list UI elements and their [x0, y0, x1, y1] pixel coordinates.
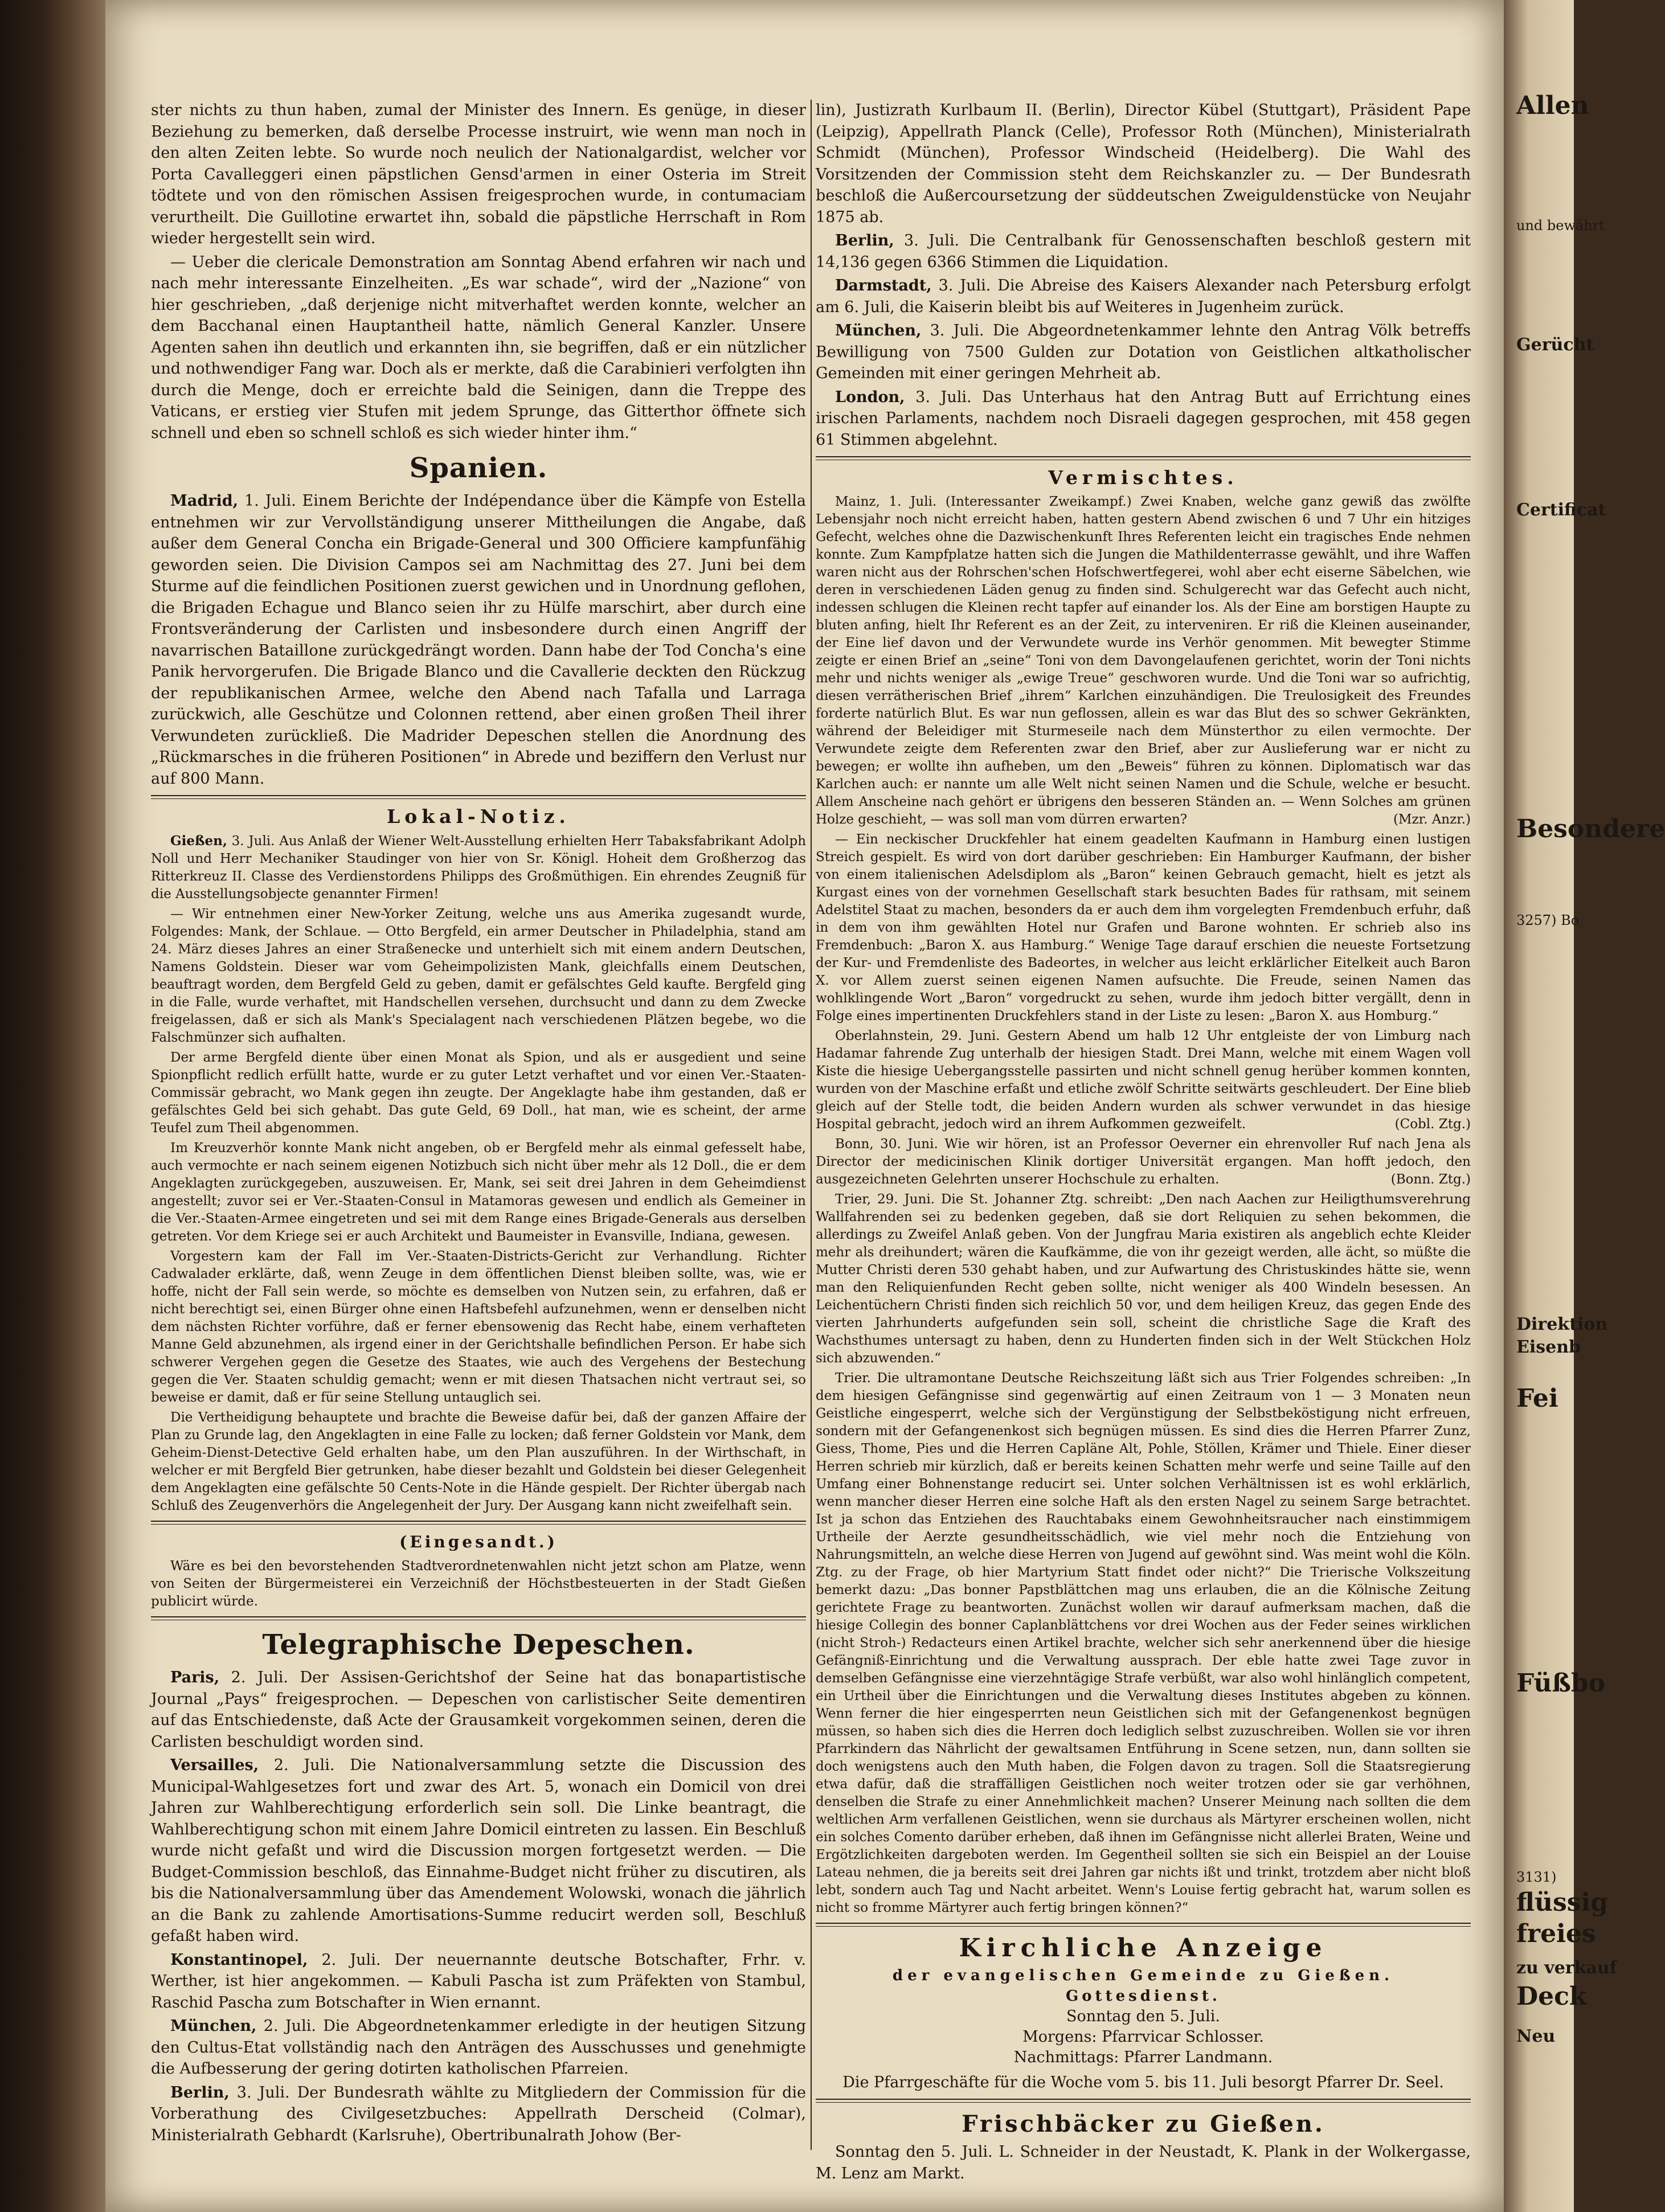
- article-text: 2. Juli. Die Nationalversammlung setzte die Discussion des Municipal-Wahlgesetzes fort und zwar des Art. 5, wonach ein Domicil von drei Jahren zur Wahlberechtigung erforderlich sein soll. Die Linke beantragt, die Wahlberechtigung schon mit einem Jahre Domicil eintreten zu lassen. Ein Beschluß wurde nicht gefaßt und wird die Discussion morgen fortgesetzt werden. — Die Budget-Commission beschloß, das Einnahme-Budget nicht früher zu discutiren, als bis die Nationalversammlung über das Amendement Wolowski, wonach die jährlich an die Bank zu zahlende Amortisations-Summe reducirt werden soll, Beschluß gefaßt haben wird.: [151, 1756, 806, 1945]
- dispatch: [816, 230, 1471, 273]
- source-citation: (Cobl. Ztg.): [1394, 1117, 1471, 1132]
- article-text: 3. Juli. Die Abgeordnetenkammer lehnte den Antrag Völk betreffs Bewilligung von 7500 Gulden zur Dotation von Geistlichen altkatholischer Gemeinden mit einer geringen Mehrheit ab.: [816, 322, 1471, 382]
- dateline: Paris,: [170, 1669, 220, 1686]
- dateline: München,: [835, 322, 922, 339]
- dateline: Madrid,: [170, 492, 239, 510]
- adjacent-page-edge: [1504, 0, 1665, 2212]
- article-text: Bonn, 30. Juni. Wie wir hören, ist an Professor Oeverner ein ehrenvoller Ruf nach Jena als Director der medicinischen Klinik dortiger Universität ergangen. Man hofft jedoch, den ausgezeichneten Gelehrten unserer Hochschule zu erhalten.: [816, 1137, 1471, 1187]
- article-paragraph: [151, 832, 806, 903]
- section-heading-local: Lokal-Notiz.: [387, 805, 570, 828]
- fragment: 3131): [1516, 1869, 1557, 1885]
- section-rule: [816, 1923, 1471, 1927]
- article-text: 2. Juli. Der Assisen-Gerichtshof der Seine hat das bonapartistische Journal „Pays“ freigesprochen. — Depeschen von carlistischer Seite dementiren auf das Entschiedenste, daß Acte der Grausamkeit vorgekommen seinen, deren die Carlisten beschuldigt worden sind.: [151, 1669, 806, 1751]
- section-heading-telegraph: Telegraphische Depeschen.: [262, 1629, 695, 1661]
- article-paragraph: Im Kreuzverhör konnte Mank nicht angeben, ob er Bergfeld mehr als einmal gefesselt habe, auch vermochte er nach seinem eigenen Notizbuch sich nicht über mehr als 12 Doll., die er dem Angeklagten zurückgegeben, auszuweisen. Er, Mank, sei seit drei Jahren in dem Geheimdienst angestellt; zuvor sei er Ver.-Staaten-Consul in Matamoras gewesen und endlich als Gemeiner in die Ver.-Staaten-Armee eingetreten und sei mit dem Range eines Brigade-Generals aus derselben getreten. Vor dem Kriege sei er auch Architekt und Baumeister in Evansville, Indiana, gewesen.: [151, 1141, 806, 1244]
- fragment: Gerücht: [1516, 335, 1594, 355]
- fragment: flüssig: [1516, 1888, 1609, 1917]
- section-rule: [151, 795, 806, 799]
- section-rule: [816, 456, 1471, 460]
- source-citation: (Mzr. Anzr.): [1393, 812, 1471, 827]
- fragment: Fei: [1516, 1384, 1558, 1413]
- dateline: London,: [835, 388, 905, 406]
- fragment: Direktion: [1516, 1314, 1608, 1334]
- article-text: 2. Juli. Der neuernannte deutsche Botschafter, Frhr. v. Werther, ist hier angekommen. — Kabuli Pascha ist zum Präfekten von Stambul, Raschid Pascha zum Botschafter in Wien ernannt.: [151, 1951, 806, 2012]
- dateline: München,: [170, 2017, 257, 2035]
- dateline: Berlin,: [170, 2083, 230, 2102]
- church-service-heading: Gottesdienst.: [1066, 1988, 1221, 2005]
- church-week: Die Pfarrgeschäfte für die Woche vom 5. bis 11. Juli besorgt Pfarrer Dr. Seel.: [842, 2074, 1444, 2091]
- article-text: Oberlahnstein, 29. Juni. Gestern Abend um halb 12 Uhr entgleiste der von Limburg nach Hadamar fahrende Zug unterhalb der hiesigen Stadt. Drei Mann, welche mit einem Wagen voll Kiste die hiesige Uebergangsstelle passirten und nicht schnell genug herüber kommen konnten, wurden von der Maschine erfaßt und etliche zwölf Schritte seitwärts geschleudert. Der Eine blieb gleich auf der Stelle todt, die beiden Andern wurden als schwer verwundet in das hiesige Hospital gebracht, jedoch wird an ihrem Aufkommen gezweifelt.: [816, 1029, 1471, 1132]
- fragment: Füßbo: [1516, 1669, 1605, 1698]
- dispatch: [151, 2082, 806, 2147]
- section-heading-vermischtes: Vermischtes.: [1048, 466, 1238, 489]
- section-rule: [816, 2099, 1471, 2103]
- article-paragraph: — Ein neckischer Druckfehler hat einem geadelten Kaufmann in Hamburg einen lustigen Streich gespielt. Es wird von dort darüber geschrieben: Ein Hamburger Kaufmann, der bisher von einem italienischen Adelsdiplom als „Baron“ keinen Gebrauch gemacht, hielt es jetzt als Kurgast eines von der vornehmen Gesellschaft stark besuchten Bades für rathsam, mit seinem Adelstitel Staat zu machen, besonders da er auch dem ihm vorgelegten Fremdenbuch erfuhr, daß in dem von ihm gewählten Hotel nur Grafen und Barone wohnten. Er schrieb also ins Fremdenbuch: „Baron X. aus Hamburg.“ Wenige Tage darauf erschien die neueste Fortsetzung der Kur- und Fremdenliste des Badeortes, in welcher aus leicht erklärlicher Eitelkeit auch Baron X. vor Allem zuerst seinen eigenen Namen aufsuchte. Die Freude, seinen Namen das wohlklingende Wort „Baron“ vorgedruckt zu sehen, wurde ihm jedoch bitter vergällt, denn in Folge eines impertinenten Druckfehlers stand in der Liste zu lesen: „Baron X. aus Homburg.“: [816, 832, 1471, 1023]
- article-paragraph: Der arme Bergfeld diente über einen Monat als Spion, und als er ausgedient und seine Spionpflicht redlich erfüllt hatte, wurde er zu guter Letzt verhaftet und vor einen Ver.-Staaten-Commissär gebracht, wo Mank gegen ihn zeugte. Der Angeklagte habe ihm gestanden, daß er gefälschtes Geld bei sich gehabt. Das gute Geld, 69 Doll., hat man, wie es scheint, der arme Teufel zum Theil abgenommen.: [151, 1050, 806, 1136]
- article-text: 2. Juli. Die Abgeordnetenkammer erledigte in der heutigen Sitzung den Cultus-Etat vollständig nach den Anträgen des Ausschusses und genehmigte die Aufbesserung der gering dotirten katholischen Pfarreien.: [151, 2017, 806, 2078]
- church-notice-title: Kirchliche Anzeige: [959, 1934, 1328, 1963]
- dateline: Gießen,: [170, 833, 227, 849]
- article-text: Mainz, 1. Juli. (Interessanter Zweikampf.) Zwei Knaben, welche ganz gewiß das zwölfte Lebensjahr noch nicht erreicht haben, hatten gestern Abend zwischen 6 und 7 Uhr ein hitziges Gefecht, welches ohne die Dazwischenkunft Ihres Referenten leicht ein tragisches Ende nehmen konnte. Zum Kampfplatze hatten sich die Jungen die Mathildenterrasse gewählt, und ihre Waffen waren nicht aus der Rohrschen'schen Hofschwertfegerei, wohl aber echt eiserne Säbelchen, wie deren in verschiedenen Läden genug zu finden sind. Schulgerecht war das Gefecht auch nicht, indessen schlugen die Kleinen recht tapfer auf einander los. Als der Eine am borstigen Haupte zu bluten anfing, hielt Ihr Referent es an der Zeit, zu interveniren. Er riß die Kleinen auseinander, der Eine lief davon und der Verwundete wurde ins Verhör genommen. Mit bewegter Stimme zeigte er einen Brief an „seine“ Toni von dem Davongelaufenen gerichtet, worin der Toni nichts mehr und nichts weniger als „ewige Treue“ geschworen wurde. Und die Toni war so aufrichtig, diesen verrätherischen Brief „ihrem“ Karlchen einzuhändigen. Die Treulosigkeit des Freundes forderte natürlich Blut. Es war nun geflossen, allein es war das Blut des so schwer Gekränkten, während der Beleidiger mit Sturmeseile nach dem Münsterthor zu eilen vermochte. Der Verwundete zeigte dem Referenten zwar den Brief, aber zur Auslieferung war er nicht zu bewegen; er wollte ihn aufheben, um den „Beweis“ führen zu können. Diplomatisch war das Karlchen auch: er nannte um alle Welt nicht seinen Namen und die Schule, welche er besucht. Allem Anscheine nach gehört er übrigens den besseren Ständen an. — Wenn Solches am grünen Holze geschieht, — was soll man vom dürren erwarten?: [816, 494, 1471, 827]
- column-divider: [811, 100, 812, 2150]
- article-text: 3. Juli. Das Unterhaus hat den Antrag Butt auf Errichtung eines irischen Parlaments, nachdem noch Disraeli dagegen gesprochen, mit 458 gegen 61 Stimmen abgelehnt.: [816, 388, 1471, 449]
- dispatch: [816, 275, 1471, 318]
- article-text: 3. Juli. Die Centralbank für Genossenschaften beschloß gestern mit 14,136 gegen 6366 Stimmen die Liquidation.: [816, 232, 1471, 271]
- right-column: [816, 100, 1471, 2182]
- article-text: 3. Juli. Aus Anlaß der Wiener Welt-Ausstellung erhielten Herr Tabaksfabrikant Adolph Noll und Herr Mechaniker Staudinger von hier von Sr. Königl. Hoheit dem Großherzog das Ritterkreuz II. Classe des Verdienstordens Philipps des Großmüthigen. Ein ehrendes Zeugniß für die Ausstellungsobjecte genannter Firmen!: [151, 834, 807, 902]
- source-citation: (Bonn. Ztg.): [1390, 1172, 1471, 1187]
- dateline: Konstantinopel,: [170, 1951, 308, 1969]
- article-paragraph: — Wir entnehmen einer New-Yorker Zeitung, welche uns aus Amerika zugesandt wurde, Folgendes: Mank, der Schlaue. — Otto Bergfeld, ein armer Deutscher in Philadelphia, stand am 24. März dieses Jahres an einer Straßenecke und unterhielt sich mit einem andern Deutschen, Namens Goldstein. Dieser war vom Geheimpolizisten Mank, gleichfalls einem Deutschen, beauftragt worden, dem Bergfeld Geld zu geben, damit er gefälschtes Geld kaufte. Bergfeld ging in die Falle, wurde verhaftet, mit Handschellen versehen, durchsucht und dann zu dem Zwecke freigelassen, daß er sich als Mank's Specialagent nach verschiedenen Plätzen begebe, wo die Falschmünzer sich aufhalten.: [151, 907, 806, 1045]
- section-rule: [151, 1616, 806, 1620]
- article-paragraph: Die Vertheidigung behauptete und brachte die Beweise dafür bei, daß der ganzen Affaire der Plan zu Grunde lag, den Angeklagten in eine Falle zu locken; daß ferner Goldstein vor Mank, dem Geheim-Dienst-Detective Geld erhalten habe, um den Plan auszuführen. In der Wirthschaft, in welcher er mit Bergfeld Bier getrunken, habe dieser bezahlt und Goldstein bei dieser Gelegenheit dem Angeklagten eine gefälschte 50 Cents-Note in die Hände gespielt. Der Richter übergab nach Schluß des Zeugenverhörs die Angelegenheit der Jury. Der Ausgang kann nicht zweifelhaft sein.: [151, 1410, 806, 1513]
- dispatch: [816, 387, 1471, 451]
- dispatch: [151, 1755, 806, 1947]
- article-paragraph: [816, 1136, 1471, 1189]
- church-morning: Morgens: Pfarrvicar Schlosser.: [1022, 2028, 1264, 2046]
- article-paragraph: ster nichts zu thun haben, zumal der Minister des Innern. Es genüge, in dieser Beziehung zu bemerken, daß derselbe Processe instruirt, wie wenn man noch in den alten Zeiten lebte. So wurde noch neulich der Nationalgardist, welcher vor Porta Cavalleggeri einen päpstlichen Gensd'armen in einer Osteria im Streit tödtete und von den römischen Assisen freigesprochen wurde, in contumaciam verurtheilt. Die Guillotine erwartet ihn, sobald die päpstliche Herrschaft in Rom wieder hergestellt sein wird.: [151, 101, 806, 247]
- article-text: 3. Juli. Der Bundesrath wählte zu Mitgliedern der Commission für die Vorberathung des Civilgesetzbuches: Appellrath Derscheid (Colmar), Ministerialrath Gebhardt (Karlsruhe), Obertribunalrath Johow (Ber-: [151, 2083, 806, 2144]
- fragment: freies: [1516, 1919, 1596, 1948]
- article-paragraph: Trier. Die ultramontane Deutsche Reichszeitung läßt sich aus Trier Folgendes schreiben: „In dem hiesigen Gefängnisse sind gegenwärtig auf einen Zeitraum von 1 — 3 Monaten neun Geistliche eingesperrt, welche sich der Vergünstigung der Selbstbeköstigung nicht erfreuen, sondern mit der Gefangenenkost sich begnügen müssen. Es sind dies die Herren Pfarrer Zunz, Giess, Thome, Pies und die Herren Capläne Alt, Pohle, Stöllen, Krämer und Thiele. Einer dieser Herren schrieb mir kürzlich, daß er bereits keinen Schatten mehr werfe und seine Taille auf den Umfang einer Bohnenstange reducirt sei. Unter solchen Verhältnissen ist es wohl erklärlich, wenn mancher dieser Herren eine solche Haft als den ersten Nagel zu seinem Sarge betrachtet. Ist ja schon das Entziehen des Rauchtabaks einem Gewohnheitsraucher nach einstimmigem Urtheile der Aerzte gesundheitsschädlich, wie viel mehr noch die Entziehung von Nahrungsmitteln, an welche diese Herren von Jugend auf gewöhnt sind. Was meint wohl die Köln. Ztg. zu der Frage, ob hier Martyrium Statt findet oder nicht?“ Die Trierische Volkszeitung bemerkt dazu: „Das bonner Papstblättchen mag uns erlauben, die an die Kölnische Zeitung gerichtete Frage zu beantworten. Zunächst wollen wir darauf aufmerksam machen, daß die hiesige Collegin des bonner Caplanblättchens vor drei Wochen aus der Feder seines wirklichen (nicht Stroh-) Redacteurs einen Artikel brachte, welcher sich sehr anerkennend über die hiesige Gefängniß-Einrichtung und die Verwaltung aussprach. Der eble hatte zwei Tage zuvor in demselben Gefängnisse eine vierzehntägige Strafe verbüßt, war also wohl hinlänglich competent, ein Urtheil über die Einrichtungen und die Verwaltung dieses Institutes abgeben zu können. Wenn ferner die hier eingesperrten neun Geistlichen sich mit der Gefangenenkost begnügen müssen, so haben sich dies die Herren doch lediglich selbst zuzuschreiben. Wollen sie vor ihren Pfarrkindern das Nährlicht der gewaltsamen Entführung in Scene setzen, nun, dann sollten sie doch wenigstens auch den Muth haben, die Folgen davon zu tragen. Soll die Staatsregierung etwa dafür, daß die straffälligen Geistlichen noch weiter trotzen oder sie gar verhöhnen, denselben die Strafe zu einer Annehmlichkeit machen? Unserer Meinung nach sollten die dem weltlichen Arm verfallenen Geistlichen, wenn sie durchaus als Märtyrer erscheinen wollen, nicht ein solches Comento darüber erheben, daß ihnen im Gefängnisse nicht allerlei Braten, Weine und Ergötzlichkeiten dargeboten werden. Im Gegentheil sollten sie sich ein Beispiel an der Louise Lateau nehmen, die ja bereits seit drei Jahren gar nichts ißt und trinkt, trotzdem aber nicht bloß lebt, sondern auch Tag und Nacht arbeitet. Wenn's Louise fertig gebracht hat, warum sollen es nicht so fromme Märtyrer auch fertig bringen können?“: [816, 1371, 1471, 1915]
- church-notice-subtitle: der evangelischen Gemeinde zu Gießen.: [892, 1967, 1394, 1984]
- church-afternoon: Nachmittags: Pfarrer Landmann.: [1013, 2049, 1273, 2066]
- fragment: Besondere: [1516, 814, 1665, 843]
- article-text: 1. Juli. Einem Berichte der Indépendance über die Kämpfe von Estella entnehmen wir zur Vervollständigung unserer Mittheilungen die Angabe, daß außer dem General Concha ein Brigade-General und 300 Officiere kampfunfähig geworden seien. Die Division Campos sei am Nachmittag des 27. Juni bei dem Sturme auf die feindlichen Positionen zuerst gewichen und in Unordnung geflohen, die Brigaden Echague und Blanco seien ihr zu Hülfe marschirt, aber durch eine Frontsveränderung der Carlisten und insbesondere durch einen Angriff der navarrischen Bataillone zurückgedrängt worden. Dann habe der Tod Concha's eine Panik hervorgerufen. Die Brigade Blanco und die Cavallerie deckten den Rückzug der republikanischen Armee, welche den Abend nach Tafalla und Larraga zurückwich, alle Geschütze und Colonnen rettend, aber einen großen Theil ihrer Verwundeten zurückließ. Die Madrider Depeschen stellen die Anordnung des „Rückmarsches in die früheren Positionen“ in Abrede und beziffern den Verlust nur auf 800 Mann.: [151, 492, 806, 788]
- church-date: Sonntag den 5. Juli.: [1066, 2008, 1220, 2025]
- article-paragraph: lin), Justizrath Kurlbaum II. (Berlin), Director Kübel (Stuttgart), Präsident Pape (Leipzig), Appellrath Planck (Celle), Professor Roth (München), Ministerialrath Schmidt (München), Professor Windscheid (Heidelberg). Die Wahl des Vorsitzenden der Commission steht dem Reichskanzler zu. — Der Bundesrath beschloß die Außercoursetzung der süddeutschen Zweiguldenstücke von Neujahr 1875 ab.: [816, 101, 1471, 226]
- dispatch: [151, 2016, 806, 2080]
- section-heading-spain: Spanien.: [409, 452, 548, 484]
- article-paragraph: — Ueber die clericale Demonstration am Sonntag Abend erfahren wir nach und nach mehr interessante Einzelheiten. „Es war schade“, wird der „Nazione“ von hier geschrieben, „daß derjenige nicht mitverhaftet werden konnte, welcher an dem Bacchanal einen Hauptantheil hatte, nämlich General Kanzler. Unsere Agenten sahen ihn deutlich und erkannten ihn, sie begriffen, daß er ein nützlicher und nothwendiger Fang war. Doch als er merkte, daß die Carabinieri verfolgten ihn durch die Menge, doch er erreichte bald die Seinigen, dann die Treppe des Vaticans, er erstieg vier Stufen mit jedem Sprunge, das Gitterthor öffnete sich schnell und eben so schnell schloß es sich wieder hinter ihm.“: [151, 253, 806, 442]
- article-paragraph: Vorgestern kam der Fall im Ver.-Staaten-Districts-Gericht zur Verhandlung. Richter Cadwalader erklärte, daß, wenn Zeuge in dem öffentlichen Dienst bleiben sollte, was, wie er hoffe, nicht der Fall sein werde, so möchte es demselben von Nutzen sein, zu erfahren, daß er nicht berechtigt sei, einen Bürger ohne einen Haftsbefehl aufzunehmen, wenn er denselben nicht dem nächsten Richter vorführe, daß er ferner ebensowenig das Recht habe, einem verhafteten Manne Geld abzunehmen, als irgend einer in der Gerichtshalle befindlichen Person. Er habe sich schwerer Vergehen gegen die Gesetze des Staates, wie auch des Vergehens der Bestechung gegen die Ver. Staaten schuldig gemacht; wenn er mit diesen Thatsachen nicht vertraut sei, so beweise er damit, daß er für seine Stellung untauglich sei.: [151, 1249, 806, 1405]
- section-rule: [151, 1521, 806, 1525]
- section-heading-eingesandt: (Eingesandt.): [399, 1533, 558, 1551]
- article-paragraph: Trier, 29. Juni. Die St. Johanner Ztg. schreibt: „Den nach Aachen zur Heiligthumsverehrung Wallfahrenden sei zu bedenken gegeben, daß sie dort Reliquien zu sehen bekommen, die allerdings zu Zweifel Anlaß geben. Von der Jungfrau Maria existiren als angeblich echte Kleider mehr als dreihundert; wären die Kaufkämme, die von ihr gezeigt werden, alle ächt, so müßte die Mutter Christi deren 530 gehabt haben, und zur Aufwartung des Christuskindes hätte sie, wenn man den Reliquienfunden Recht geben sollte, nicht weniger als 400 Windeln besessen. An Leichentüchern Christi finden sich reichlich 50 vor, und dem heiligen Kreuz, das gegen Ende des vierten Jahrhunderts aufgefunden sein soll, scheint die christliche Sage die Kraft des Wachsthumes untersagt zu haben, denn zu Hunderten finden sich in der Welt Stückchen Holz sich abzuwenden.“: [816, 1192, 1471, 1366]
- dispatch: [816, 320, 1471, 384]
- baker-notice-title: Frischbäcker zu Gießen.: [962, 2111, 1325, 2137]
- article-paragraph: [816, 493, 1471, 829]
- article-paragraph: [151, 490, 806, 789]
- baker-notice-text: Sonntag den 5. Juli. L. Schneider in der Neustadt, K. Plank in der Wolkergasse, M. Lenz am Markt.: [816, 2143, 1471, 2182]
- article-paragraph: [816, 1027, 1471, 1133]
- fragment: 3257) Bo: [1516, 912, 1580, 928]
- book-binding: [0, 0, 105, 2212]
- fragment: Allen: [1516, 91, 1589, 120]
- left-column: [151, 100, 806, 2173]
- dateline: Berlin,: [835, 232, 894, 249]
- dateline: Versailles,: [170, 1756, 259, 1774]
- fragment: Neu: [1516, 2026, 1556, 2046]
- article-paragraph: Wäre es bei den bevorstehenden Stadtverordnetenwahlen nicht jetzt schon am Platze, wenn von Seiten der Bürgermeisterei ein Verzeichniß der Höchstbesteuerten in der Stadt Gießen publicirt würde.: [151, 1559, 806, 1609]
- fragment: Eisenb: [1516, 1337, 1581, 1357]
- article-text: 3. Juli. Die Abreise des Kaisers Alexander nach Petersburg erfolgt am 6. Juli, die Kaiserin bleibt bis auf Weiteres in Jugenheim zurück.: [816, 277, 1471, 316]
- dispatch: [151, 1949, 806, 2014]
- fragment: Certificat: [1516, 500, 1606, 520]
- dateline: Darmstadt,: [835, 277, 932, 294]
- fragment: Deck: [1516, 1982, 1587, 2011]
- fragment: und bewährt: [1516, 218, 1605, 234]
- fragment: zu verkauf: [1516, 1958, 1617, 1978]
- dispatch: [151, 1667, 806, 1752]
